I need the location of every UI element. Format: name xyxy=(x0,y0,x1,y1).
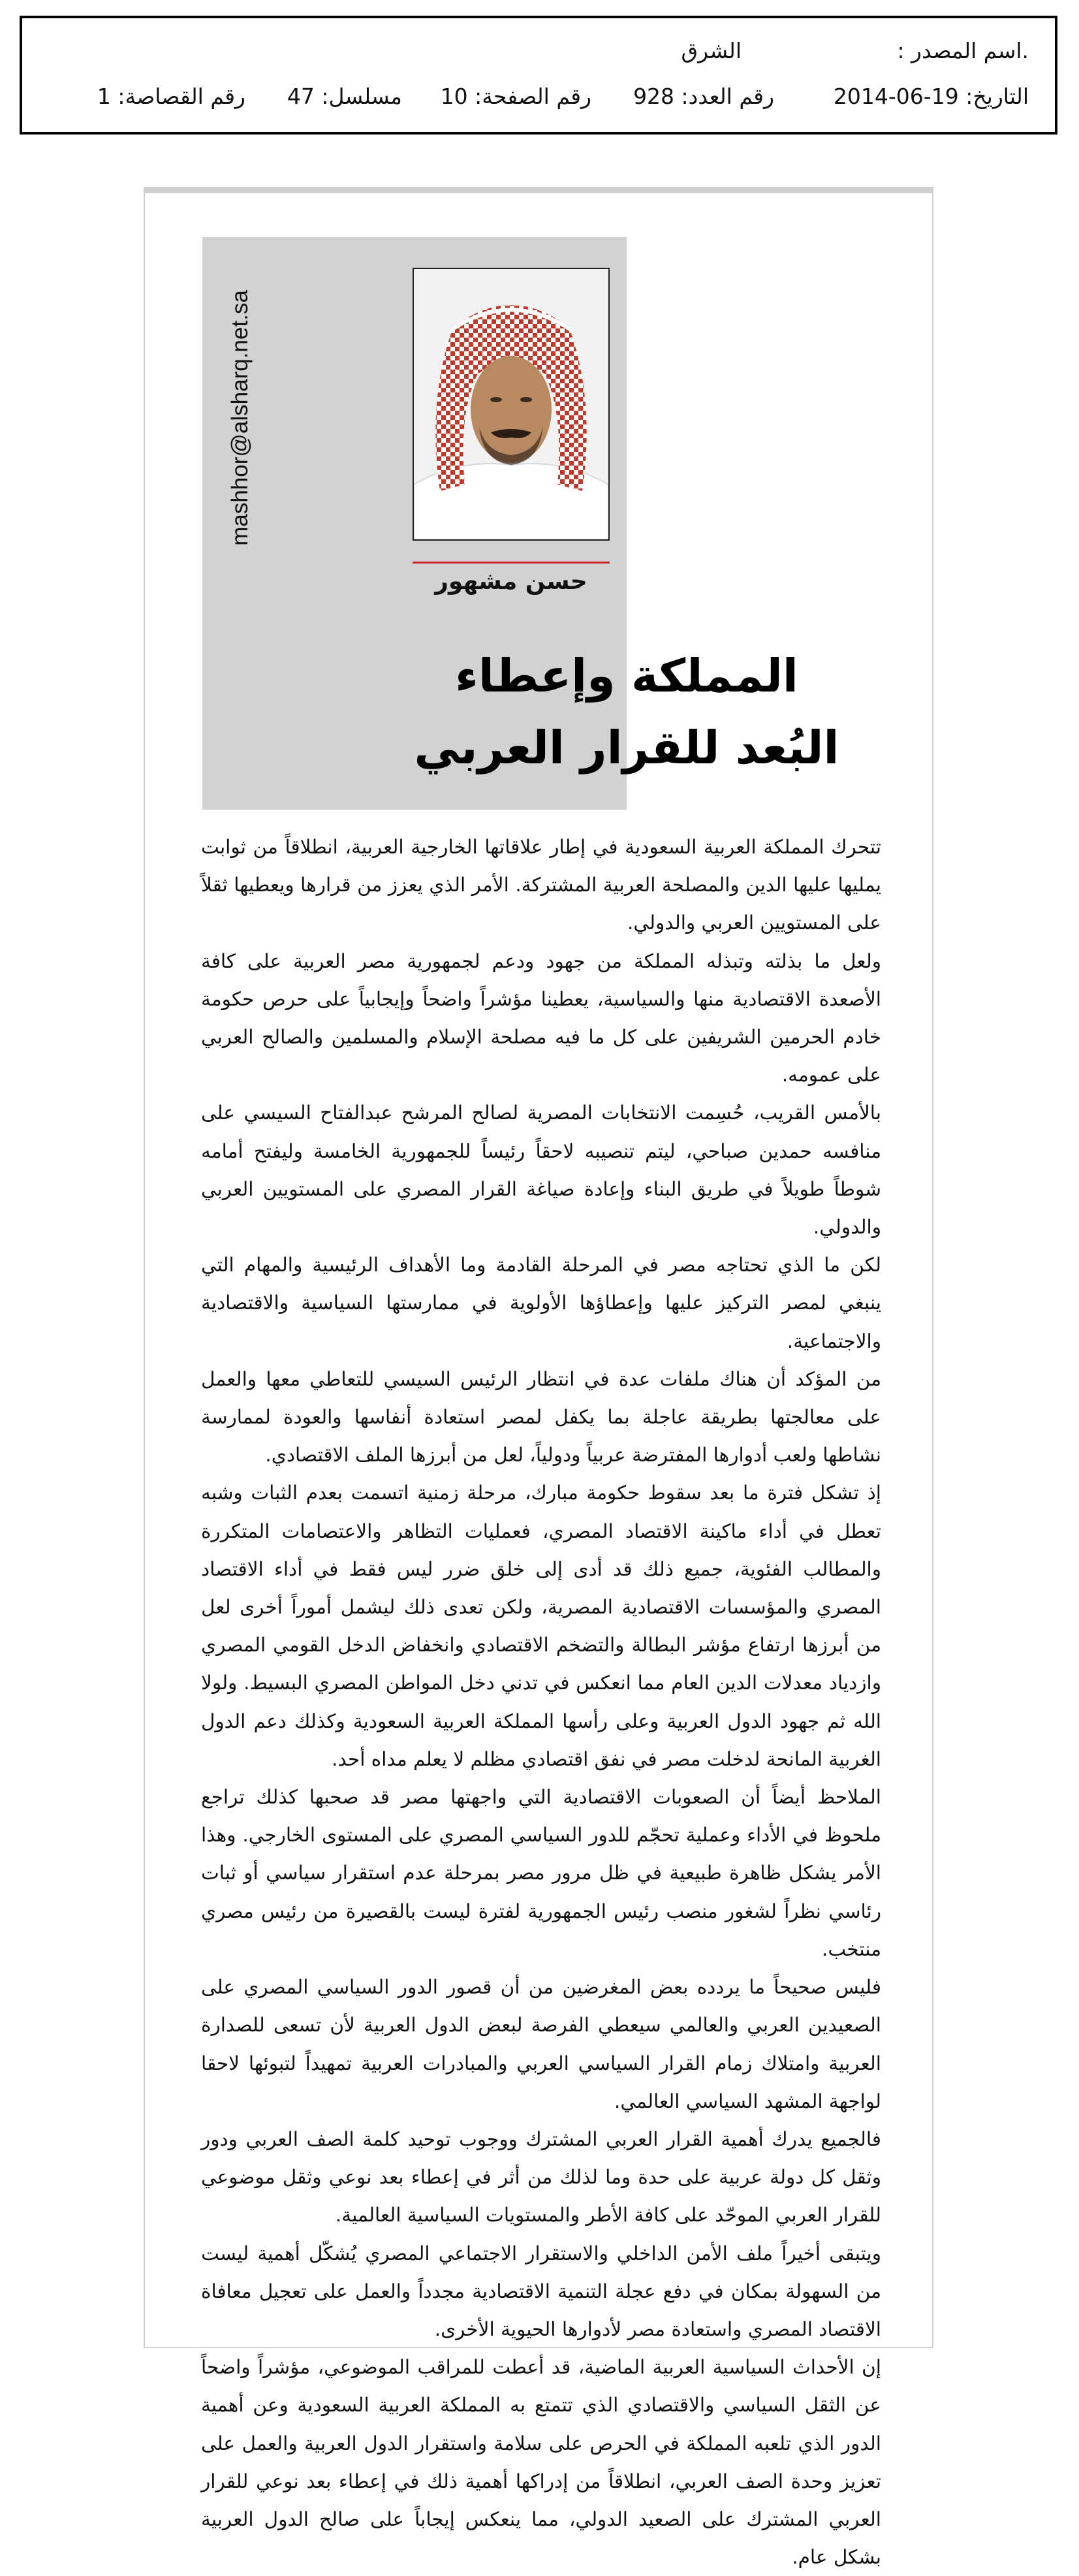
page-number: رقم الصفحة: 10 xyxy=(440,84,591,109)
date-field: التاريخ: 19-06-2014 xyxy=(833,84,1029,109)
clip-number: رقم القصاصة: 1 xyxy=(97,84,245,109)
headline-line-2: البُعد للقرار العربي xyxy=(414,721,839,774)
paragraph: من المؤكد أن هناك ملفات عدة في انتظار الرئيس السيسي للتعاطي معها والعمل على معالجتها بطريقة عاجلة بما يكفل لمصر استعادة أنفاسها والعودة لممارسة نشاطها ولعب أدوارها المفترضة عربياً ودولياً، لعل من أبرزها الملف الاقتصادي. xyxy=(201,1367,881,1467)
serial-number: مسلسل: 47 xyxy=(287,84,402,109)
paragraph: فالجميع يدرك أهمية القرار العربي المشترك ووجوب توحيد كلمة الصف العربي ودور وثقل كل دولة عربية على حدة وما لذلك من أثر في إعطاء بعد نوعي وثقل موضوعي للقرار العربي الموحّد على كافة الأطر والمستويات السياسية العالمية. xyxy=(201,2127,881,2227)
issue-number: رقم العدد: 928 xyxy=(633,84,774,109)
clipping-details-row xyxy=(30,84,1029,116)
paragraph: لكن ما الذي تحتاجه مصر في المرحلة القادمة وما الأهداف الرئيسية والمهام التي ينبغي لمصر التركيز عليها وإعطاؤها الأولوية في ممارستها السياسية والاقتصادية والاجتماعية. xyxy=(201,1254,881,1352)
author-photo xyxy=(413,268,610,541)
paragraph: تتحرك المملكة العربية السعودية في إطار علاقاتها الخارجية العربية، انطلاقاً من ثوابت يمليها عليها الدين والمصلحة العربية المشتركة. الأمر الذي يعزز من قرارها ويعطيها ثقلاً على المستويين العربي والدولي. xyxy=(201,836,881,934)
author-email: mashhor@alsharq.net.sa xyxy=(227,290,253,546)
source-row xyxy=(50,38,1029,71)
paragraph: إن الأحداث السياسية العربية الماضية، قد أعطت للمراقب الموضوعي، مؤشراً واضحاً عن الثقل السياسي والاقتصادي الذي تتمتع به المملكة العربية السعودية وعن أهمية الدور الذي تلعبه المملكة في الحرص على سلامة واستقرار الدول العربية والعمل على تعزيز وحدة الصف العربي، انطلاقاً من إدراكها أهمية ذلك في إعطاء بعد نوعي للقرار العربي المشترك على الصعيد الدولي، مما ينعكس إيجاباً على صالح الدول العربية بشكل عام. xyxy=(201,2356,881,2569)
paragraph: إذ تشكل فترة ما بعد سقوط حكومة مبارك، مرحلة زمنية اتسمت بعدم الثبات وشبه تعطل في أداء ماكينة الاقتصاد المصري، فعمليات التظاهر والاعتصامات المتكررة والمطالب الفئوية، جميع ذلك قد أدى إلى خلق ضرر ليس فقط في أداء الاقتصاد المصري والمؤسسات الاقتصادية المصرية، ولكن تعدى ذلك ليشمل أموراً أخرى لعل من أبرزها ارتفاع مؤشر البطالة والتضخم الاقتصادي وانخفاض الدخل القومي المصري وازدياد معدلات الدين العام مما انعكس في تدني دخل المواطن المصري البسيط. ولولا الله ثم جهود الدول العربية وعلى رأسها المملكة العربية السعودية وكذلك دعم الدول الغربية المانحة لدخلت مصر في نفق اقتصادي مظلم لا يعلم مداه أحد. xyxy=(201,1482,881,1770)
paragraph: الملاحظ أيضاً أن الصعوبات الاقتصادية التي واجهتها مصر قد صحبها كذلك تراجع ملحوظ في الأداء وعملية تحجّم للدور السياسي المصري على المستوى الخارجي. وهذا الأمر يشكل ظاهرة طبيعية في ظل مرور مصر بمرحلة عدم استقرار سياسي أو ثبات رئاسي نظراً لشغور منصب رئيس الجمهورية لفترة ليست بالقصيرة من رئيس مصري منتخب. xyxy=(201,1786,881,1960)
author-name: حسن مشهور xyxy=(435,568,587,595)
article-body xyxy=(201,828,881,2576)
paragraph: ولعل ما بذلته وتبذله المملكة من جهود ودعم لجمهورية مصر العربية على كافة الأصعدة الاقتصادية منها والسياسية، يعطينا مؤشراً واضحاً وإيجابياً على حرص حكومة خادم الحرمين الشريفين على كل ما فيه مصلحة الإسلام والمسلمين والصالح العربي على عمومه. xyxy=(201,949,881,1087)
source-label: .اسم المصدر : xyxy=(897,38,1029,63)
source-value: الشرق xyxy=(681,38,742,63)
paragraph: فليس صحيحاً ما يردده بعض المغرضين من أن قصور الدور السياسي المصري على الصعيدين العربي والعالمي سيعطي الفرصة لبعض الدول العربية لأن تسعى للصدارة العربية وامتلاك زمام القرار السياسي العربي والمبادرات العربية تمهيداً لتبوئها لاحقا لواجهة المشهد السياسي العالمي. xyxy=(201,1976,881,2112)
paragraph: ويتبقى أخيراً ملف الأمن الداخلي والاستقرار الاجتماعي المصري يُشكّل أهمية ليست من السهولة بمكان في دفع عجلة التنمية الاقتصادية مجدداً والعمل على تعجيل معافاة الاقتصاد المصري واستعادة مصر لأدوارها الحيوية الأخرى. xyxy=(201,2242,881,2340)
paragraph: بالأمس القريب، حُسِمت الانتخابات المصرية لصالح المرشح عبدالفتاح السيسي على منافسه حمدين صباحي، ليتم تنصيبه لاحقاً رئيساً للجمهورية الخامسة وليفتح أمامه شوطاً طويلاً في طريق البناء وإعادة صياغة القرار المصري على المستويين العربي والدولي. xyxy=(201,1102,881,1239)
author-name-divider xyxy=(413,562,610,564)
clipping-metadata-box xyxy=(20,16,1057,135)
headline-line-1: المملكة وإعطاء xyxy=(455,649,798,703)
